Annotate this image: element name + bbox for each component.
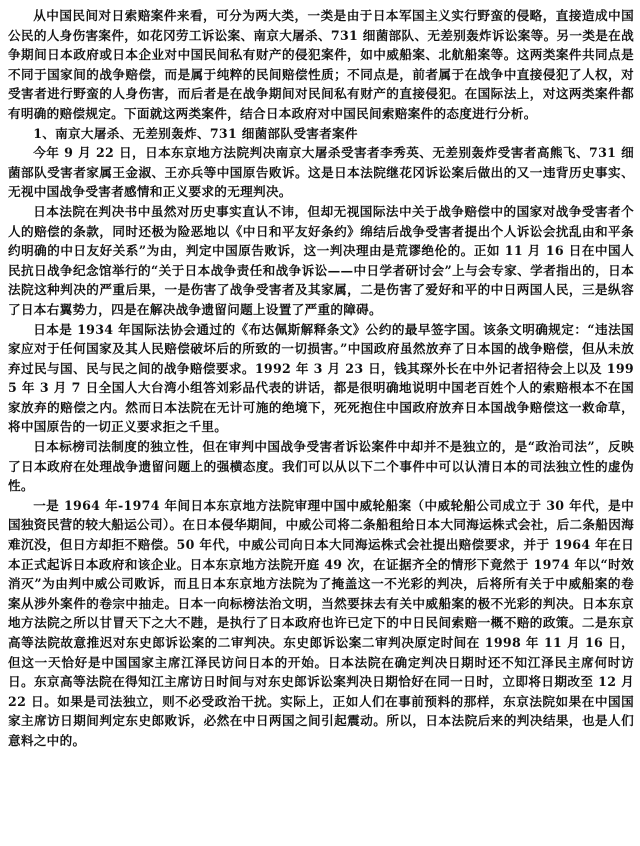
paragraph-budapest: 日本是 1934 年国际法协会通过的《布达佩斯解释条文》公约的最早签字国。该条文明确规定：“违法国家应对于任何国家及其人民赔偿破坏后的所致的一切损害。”中国政府虽然放弃了日本国的战争赔偿，但从未放弃过民与国、民与民之间的战争赔偿要求。1992 年 3 月 23 日，钱其琛外长在中外记者招待会上以及 1995 年 3 月 7 日全国人大台湾小组答刘彩品代表的讲话，都是很明确地说明中国老百姓个人的索赔根本不在国家放弃的赔偿之内。然而日本法院在无计可施的绝境下，死死抱住中国政府放弃日本国战争赔偿这一救命草，将中国原告的一切正义要求拒之千里。 (8, 321, 634, 435)
paragraph-judicial: 日本标榜司法制度的独立性，但在审判中国战争受害者诉讼案件中却并不是独立的，是“政治司法”，反映了日本政府在处理战争遗留问题上的强横态度。我们可以从以下二个事件中可以认清日本的司法独立性的虚伪性。 (8, 439, 634, 494)
paragraph-verdict: 今年 9 月 22 日，日本东京地方法院判决南京大屠杀受害者李秀英、无差别轰炸受害者高熊飞、731 细菌部队受害者家属王金淑、王亦兵等中国原告败诉。这是日本法院继花冈诉讼案后做出的又一违背历史事实、无视中国战争受害者感情和正义要求的无理判决。 (8, 145, 634, 200)
section-heading: 1、南京大屠杀、无差别轰炸、731 细菌部队受害者案件 (33, 125, 358, 141)
paragraph-intro: 从中国民间对日索赔案件来看，可分为两大类，一类是由于日本军国主义实行野蛮的侵略，直接造成中国公民的人身伤害案件，如花冈劳工诉讼案、南京大屠杀、731 细菌部队、无差别轰炸诉讼案等。另一类是在战争期间日本政府或日本企业对中国民间私有财产的侵犯案件，如中威船案、北航船案等。这两类案件共同点是不同于国家间的战争赔偿，而是属于纯粹的民间赔偿性质；不同点是，前者属于在战争中直接侵犯了人权，对受害者进行野蛮的人身伤害，而后者是在战争期间对民间私有财产的直接侵犯。在国际法上，对这两类案件都有明确的赔偿规定。下面就这两类案件，结合日本政府对中国民间索赔案件的态度进行分析。 (8, 8, 634, 121)
paragraph-analysis: 日本法院在判决书中虽然对历史事实直认不讳，但却无视国际法中关于战争赔偿中的国家对战争受害者个人的赔偿的条款，同时还极为险恶地以《中日和平友好条约》绵结后战争受害者提出个人诉讼会扰乱由和平条约明确的中日友好关系”为由，判定中国原告败诉，这一判决理由是荒谬绝伦的。正如 11 月 16 日在中国人民抗日战争纪念馆举行的“关于日本战争责任和战争诉讼——中日学者研讨会”上与会专家、学者指出的，日本法院这种判决的严重后果，一是伤害了战争受害者及其家属，二是伤害了爱好和平的中日两国人民，三是纵容了日本右翼势力，四是在解决战争遗留问题上设置了严重的障碍。 (8, 203, 634, 317)
paragraph-cases: 一是 1964 年-1974 年间日本东京地方法院审理中国中威轮船案（中威轮船公司成立于 30 年代，是中国独资民营的较大船运公司）。在日本侵华期间，中威公司将二条船租给日本大同海运株式会社，后二条船因海难沉没，但日方却拒不赔偿。50 年代，中威公司向日本大同海运株式会社提出赔偿要求，并于 1964 年在日本正式起诉日本政府和该企业。日本东京地方法院开庭 49 次，在证据齐全的情形下竟然于 1974 年以“时效消灭”为由判中威公司败诉，而且日本东京地方法院为了掩盖这一不光彩的判决，后将所有关于中威船案的卷案从涉外案件的卷宗中抽走。日本一向标榜法治文明，当然要抹去有关中威船案的极不光彩的判决。日本东京地方法院之所以甘冒天下之大不韪，是执行了日本政府也许已定下的中日民间索赔一概不赔的政策。二是东京高等法院故意推迟对东史郎诉讼案的二审判决。东史郎诉讼案二审判决原定时间在 1998 年 11 月 16 日，但这一天恰好是中国国家主席江泽民访问日本的开始。日本法院在确定判决日期时还不知江泽民主席何时访日。东京高等法院在得知江主席访日时间与对东史郎诉讼案判决日期恰好在同一日时，立即将日期改至 12 月 22 日。如果是司法独立，则不必受政治干扰。实际上，正如人们在事前预料的那样，东京法院如果在中国国家主席访日期间判定东史郎败诉，必然在中日两国之间引起震动。所以，日本法院后来的判决结果，也是人们意料之中的。 (8, 497, 634, 748)
